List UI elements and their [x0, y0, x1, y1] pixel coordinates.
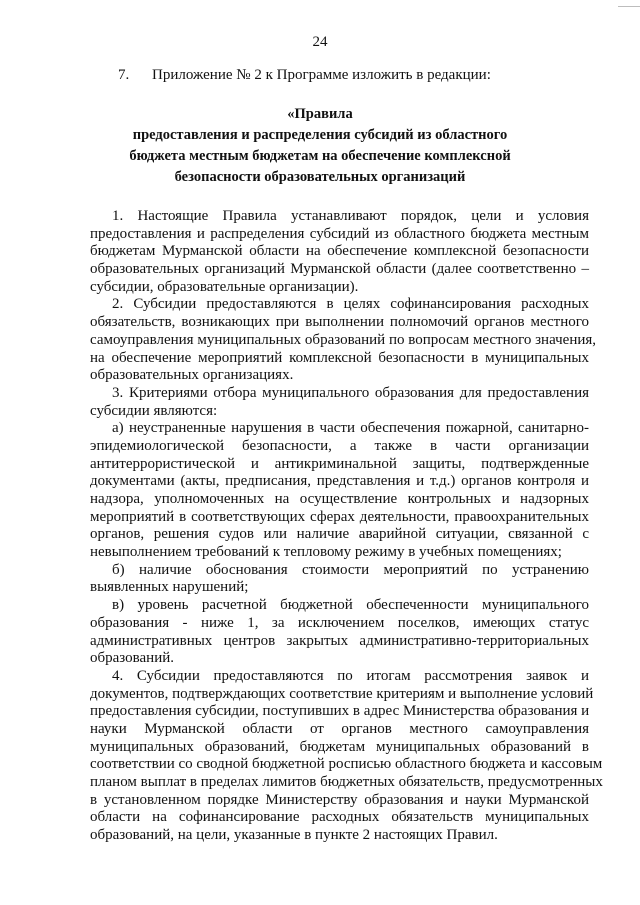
- body-line: предоставления субсидии, поступивших в адрес Министерства образования и: [90, 703, 590, 720]
- body-line: образований.: [90, 650, 175, 667]
- body-line: в) уровень расчетной бюджетной обеспеченности муниципального: [112, 597, 589, 614]
- body-line: субсидии являются:: [90, 402, 218, 419]
- body-line: б) наличие обоснования стоимости мероприятий по устранению: [112, 561, 589, 578]
- body-line: субсидии, образовательные организации).: [90, 278, 359, 295]
- body-line: в установленном порядке Министерству образования и науки Мурманской: [90, 791, 589, 808]
- body-line: документами (акты, предписания, представления и т.д.) органов контроля и: [90, 473, 589, 490]
- body-line: органов, решения судов или наличие аварийной ситуации, связанной с: [90, 526, 589, 543]
- body-line: образования - ниже 1, за исключением поселков, имеющих статус: [90, 614, 589, 631]
- body-line: образований, на цели, указанные в пункте 2 настоящих Правил.: [90, 827, 498, 844]
- item-7-intro: [118, 67, 491, 84]
- rules-title: [90, 104, 550, 188]
- page-number: 24: [312, 34, 328, 50]
- body-line: невыполнением требований к тепловому режиму в учебных помещениях;: [90, 544, 562, 561]
- body-line: 1. Настоящие Правила устанавливают порядок, цели и условия: [112, 208, 589, 224]
- body-line: 3. Критериями отбора муниципального образования для предоставления: [112, 384, 589, 401]
- body-line: надзора, уполномоченных на осуществление контрольных и надзорных: [90, 491, 589, 507]
- body-line: области на софинансирование расходных обязательств муниципальных: [90, 809, 589, 826]
- body-line: документов, подтверждающих соответствие критериям и выполнение условий: [90, 685, 594, 702]
- item-7-number: 7.: [118, 67, 130, 83]
- body-line: 2. Субсидии предоставляются в целях софинансирования расходных: [112, 296, 589, 313]
- item-7-text: Приложение № 2 к Программе изложить в редакции:: [152, 67, 491, 83]
- body-line: планом выплат в пределах лимитов бюджетных обязательств, предусмотренных: [90, 774, 603, 790]
- body-line: бюджетам Мурманской области на обеспечение комплексной безопасности: [90, 243, 589, 260]
- rules-body: [90, 208, 603, 845]
- title-line: предоставления и распределения субсидий из областного: [132, 127, 508, 143]
- body-line: мероприятий в соответствующих сферах деятельности, правоохранительных: [90, 508, 589, 525]
- body-line: 4. Субсидии предоставляются по итогам рассмотрения заявок и: [112, 667, 589, 684]
- body-line: образовательных организаций Мурманской области (далее соответственно –: [90, 261, 589, 278]
- title-line: «Правила: [287, 106, 353, 122]
- scan-edge-mark: [618, 6, 640, 7]
- body-line: муниципальных образований, бюджетам муниципальных образований в: [90, 738, 589, 755]
- body-line: а) неустраненные нарушения в части обеспечения пожарной, санитарно-: [112, 420, 589, 437]
- body-line: самоуправления муниципальных образований по вопросам местного значения,: [90, 331, 597, 348]
- body-line: административных центров закрытых административно-территориальных: [90, 632, 589, 649]
- body-line: предоставления и распределения субсидий из областного бюджета местным: [90, 225, 589, 242]
- body-line: на обеспечение мероприятий комплексной безопасности в муниципальных: [90, 349, 589, 366]
- body-line: антитеррористической и антикриминальной защиты, подтвержденные: [90, 455, 589, 472]
- body-line: науки Мурманской области от органов местного самоуправления: [90, 720, 589, 737]
- body-line: соответствии со сводной бюджетной росписью областного бюджета и кассовым: [90, 756, 603, 773]
- body-line: эпидемиологической безопасности, а также в части организации: [90, 437, 589, 454]
- body-line: образовательных организациях.: [90, 367, 294, 384]
- title-line: безопасности образовательных организаций: [174, 169, 466, 185]
- title-line: бюджета местным бюджетам на обеспечение комплексной: [129, 148, 511, 164]
- body-line: выявленных нарушений;: [90, 579, 249, 596]
- body-line: обязательств, возникающих при выполнении полномочий органов местного: [90, 314, 589, 331]
